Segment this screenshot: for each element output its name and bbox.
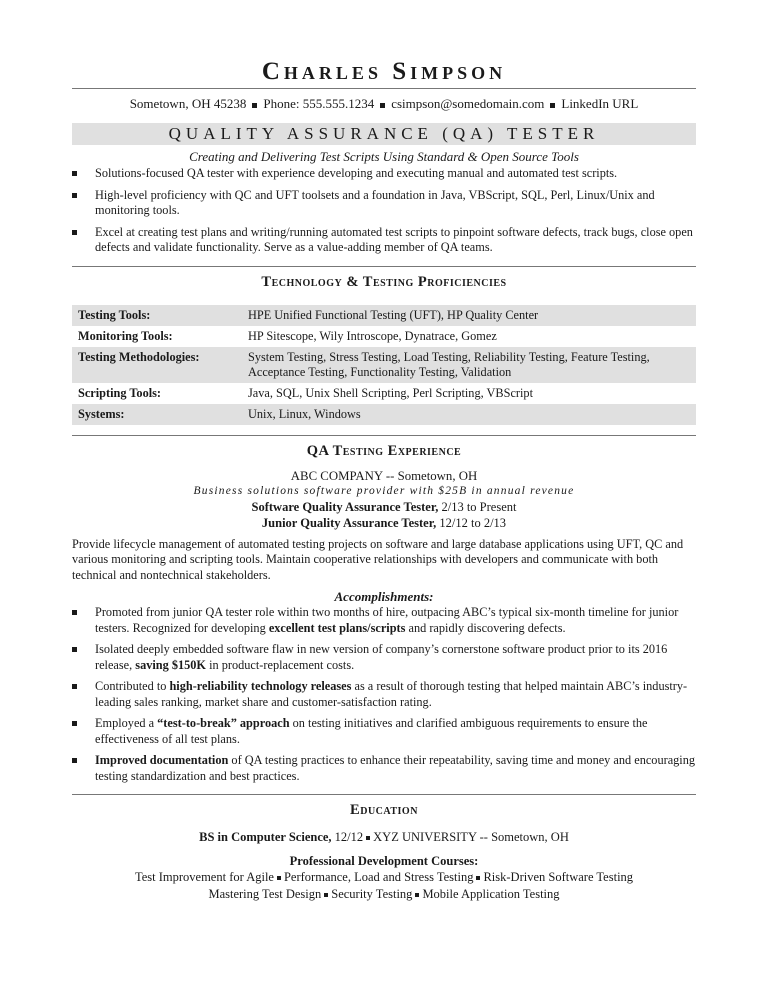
company-description: Business solutions software provider with $25B in annual revenue (193, 484, 575, 497)
summary-item: Excel at creating test plans and writing/running automated test scripts to pinpoint software defects, track bugs, close open defects and validate functionality. Serve as a value-adding member of QA teams. (72, 225, 696, 256)
courses-line: Mastering Test Design Security Testing Mobile Application Testing (208, 887, 560, 901)
summary-item: Solutions-focused QA tester with experience developing and executing manual and automated test scripts. (72, 166, 696, 182)
bullet-separator (366, 836, 370, 840)
bullet-separator (324, 893, 328, 897)
accomplishments-list (72, 605, 696, 784)
bullet-icon (72, 193, 77, 198)
table-row: Systems: Unix, Linux, Windows (72, 404, 696, 425)
table-row: Scripting Tools: Java, SQL, Unix Shell Scripting, Perl Scripting, VBScript (78, 385, 533, 400)
company-name: ABC COMPANY -- Sometown, OH (290, 468, 478, 483)
bullet-separator (277, 876, 281, 880)
section-heading-technology: Technology & Testing Proficiencies (72, 266, 696, 291)
section-heading-experience: QA Testing Experience (72, 435, 696, 460)
bullet-icon (72, 684, 77, 689)
tagline: Creating and Delivering Test Scripts Using Standard & Open Source Tools (189, 149, 579, 164)
bullet-icon (72, 230, 77, 235)
table-row: Monitoring Tools: HP Sitescope, Wily Introscope, Dynatrace, Gomez (78, 328, 497, 343)
contact-linkedin[interactable]: LinkedIn URL (561, 96, 639, 111)
table-row: Testing Methodologies: System Testing, Stress Testing, Load Testing, Reliability Testing, Feature Testing, Acceptance Testing, Functionality Testing, Validation (72, 347, 696, 383)
summary-list (72, 166, 696, 256)
role-line: Junior Quality Assurance Tester, 12/12 to 2/13 (261, 515, 507, 530)
bullet-icon (72, 610, 77, 615)
degree-line: BS in Computer Science, 12/12 XYZ UNIVERSITY -- Sometown, OH (199, 830, 569, 844)
table-row: Testing Tools: HPE Unified Functional Testing (UFT), HP Quality Center (72, 305, 696, 326)
courses-line: Test Improvement for Agile Performance, Load and Stress Testing Risk-Driven Software Testing (134, 870, 634, 884)
bullet-icon (72, 721, 77, 726)
bullet-separator (415, 893, 419, 897)
courses-heading: Professional Development Courses: (289, 854, 479, 868)
list-item: Contributed to high-reliability technology releases as a result of thorough testing that helped maintain ABC’s industry-leading sales ranking, market share and customer-satisfaction rating. (72, 679, 696, 710)
contact-phone: Phone: 555.555.1234 (263, 96, 375, 111)
job-title: QUALITY ASSURANCE (QA) TESTER (72, 123, 696, 145)
proficiencies-table (72, 305, 696, 425)
contact-address: Sometown, OH 45238 (129, 96, 247, 111)
role-description: Provide lifecycle management of automated testing projects on software and large database applications using UFT, QC and various monitoring and scripting tools. Maintain cooperative relationships with developers and communicate with both technical and nontechnical stakeholders. (72, 536, 684, 582)
bullet-icon (72, 647, 77, 652)
bullet-separator (252, 103, 257, 108)
header-rule (72, 88, 696, 89)
section-heading-education: Education (72, 794, 696, 819)
contact-line (72, 95, 696, 113)
list-item: Isolated deeply embedded software flaw in new version of company’s cornerstone software product prior to its 2016 release, saving $150K in product-replacement costs. (72, 642, 696, 673)
candidate-name: Charles Simpson (261, 58, 507, 85)
list-item: Promoted from junior QA tester role within two months of hire, outpacing ABC’s typical six-month timeline for junior testers. Recognized for developing excellent test plans/scripts and rapidly discovering defects. (72, 605, 696, 636)
bullet-icon (72, 171, 77, 176)
bullet-icon (72, 758, 77, 763)
bullet-separator (476, 876, 480, 880)
list-item: Improved documentation of QA testing practices to enhance their repeatability, saving time and money and encouraging testing standardization and best practices. (72, 753, 696, 784)
list-item: Employed a “test-to-break” approach on testing initiatives and clarified ambiguous requirements to ensure the effectiveness of all test plans. (72, 716, 696, 747)
summary-item: High-level proficiency with QC and UFT toolsets and a foundation in Java, VBScript, SQL, Perl, Linux/Unix and monitoring tools. (72, 188, 696, 219)
role-line: Software Quality Assurance Tester, 2/13 to Present (251, 499, 517, 514)
contact-email[interactable]: csimpson@somedomain.com (391, 96, 545, 111)
bullet-separator (550, 103, 555, 108)
bullet-separator (380, 103, 385, 108)
accomplishments-heading: Accomplishments: (334, 589, 434, 604)
